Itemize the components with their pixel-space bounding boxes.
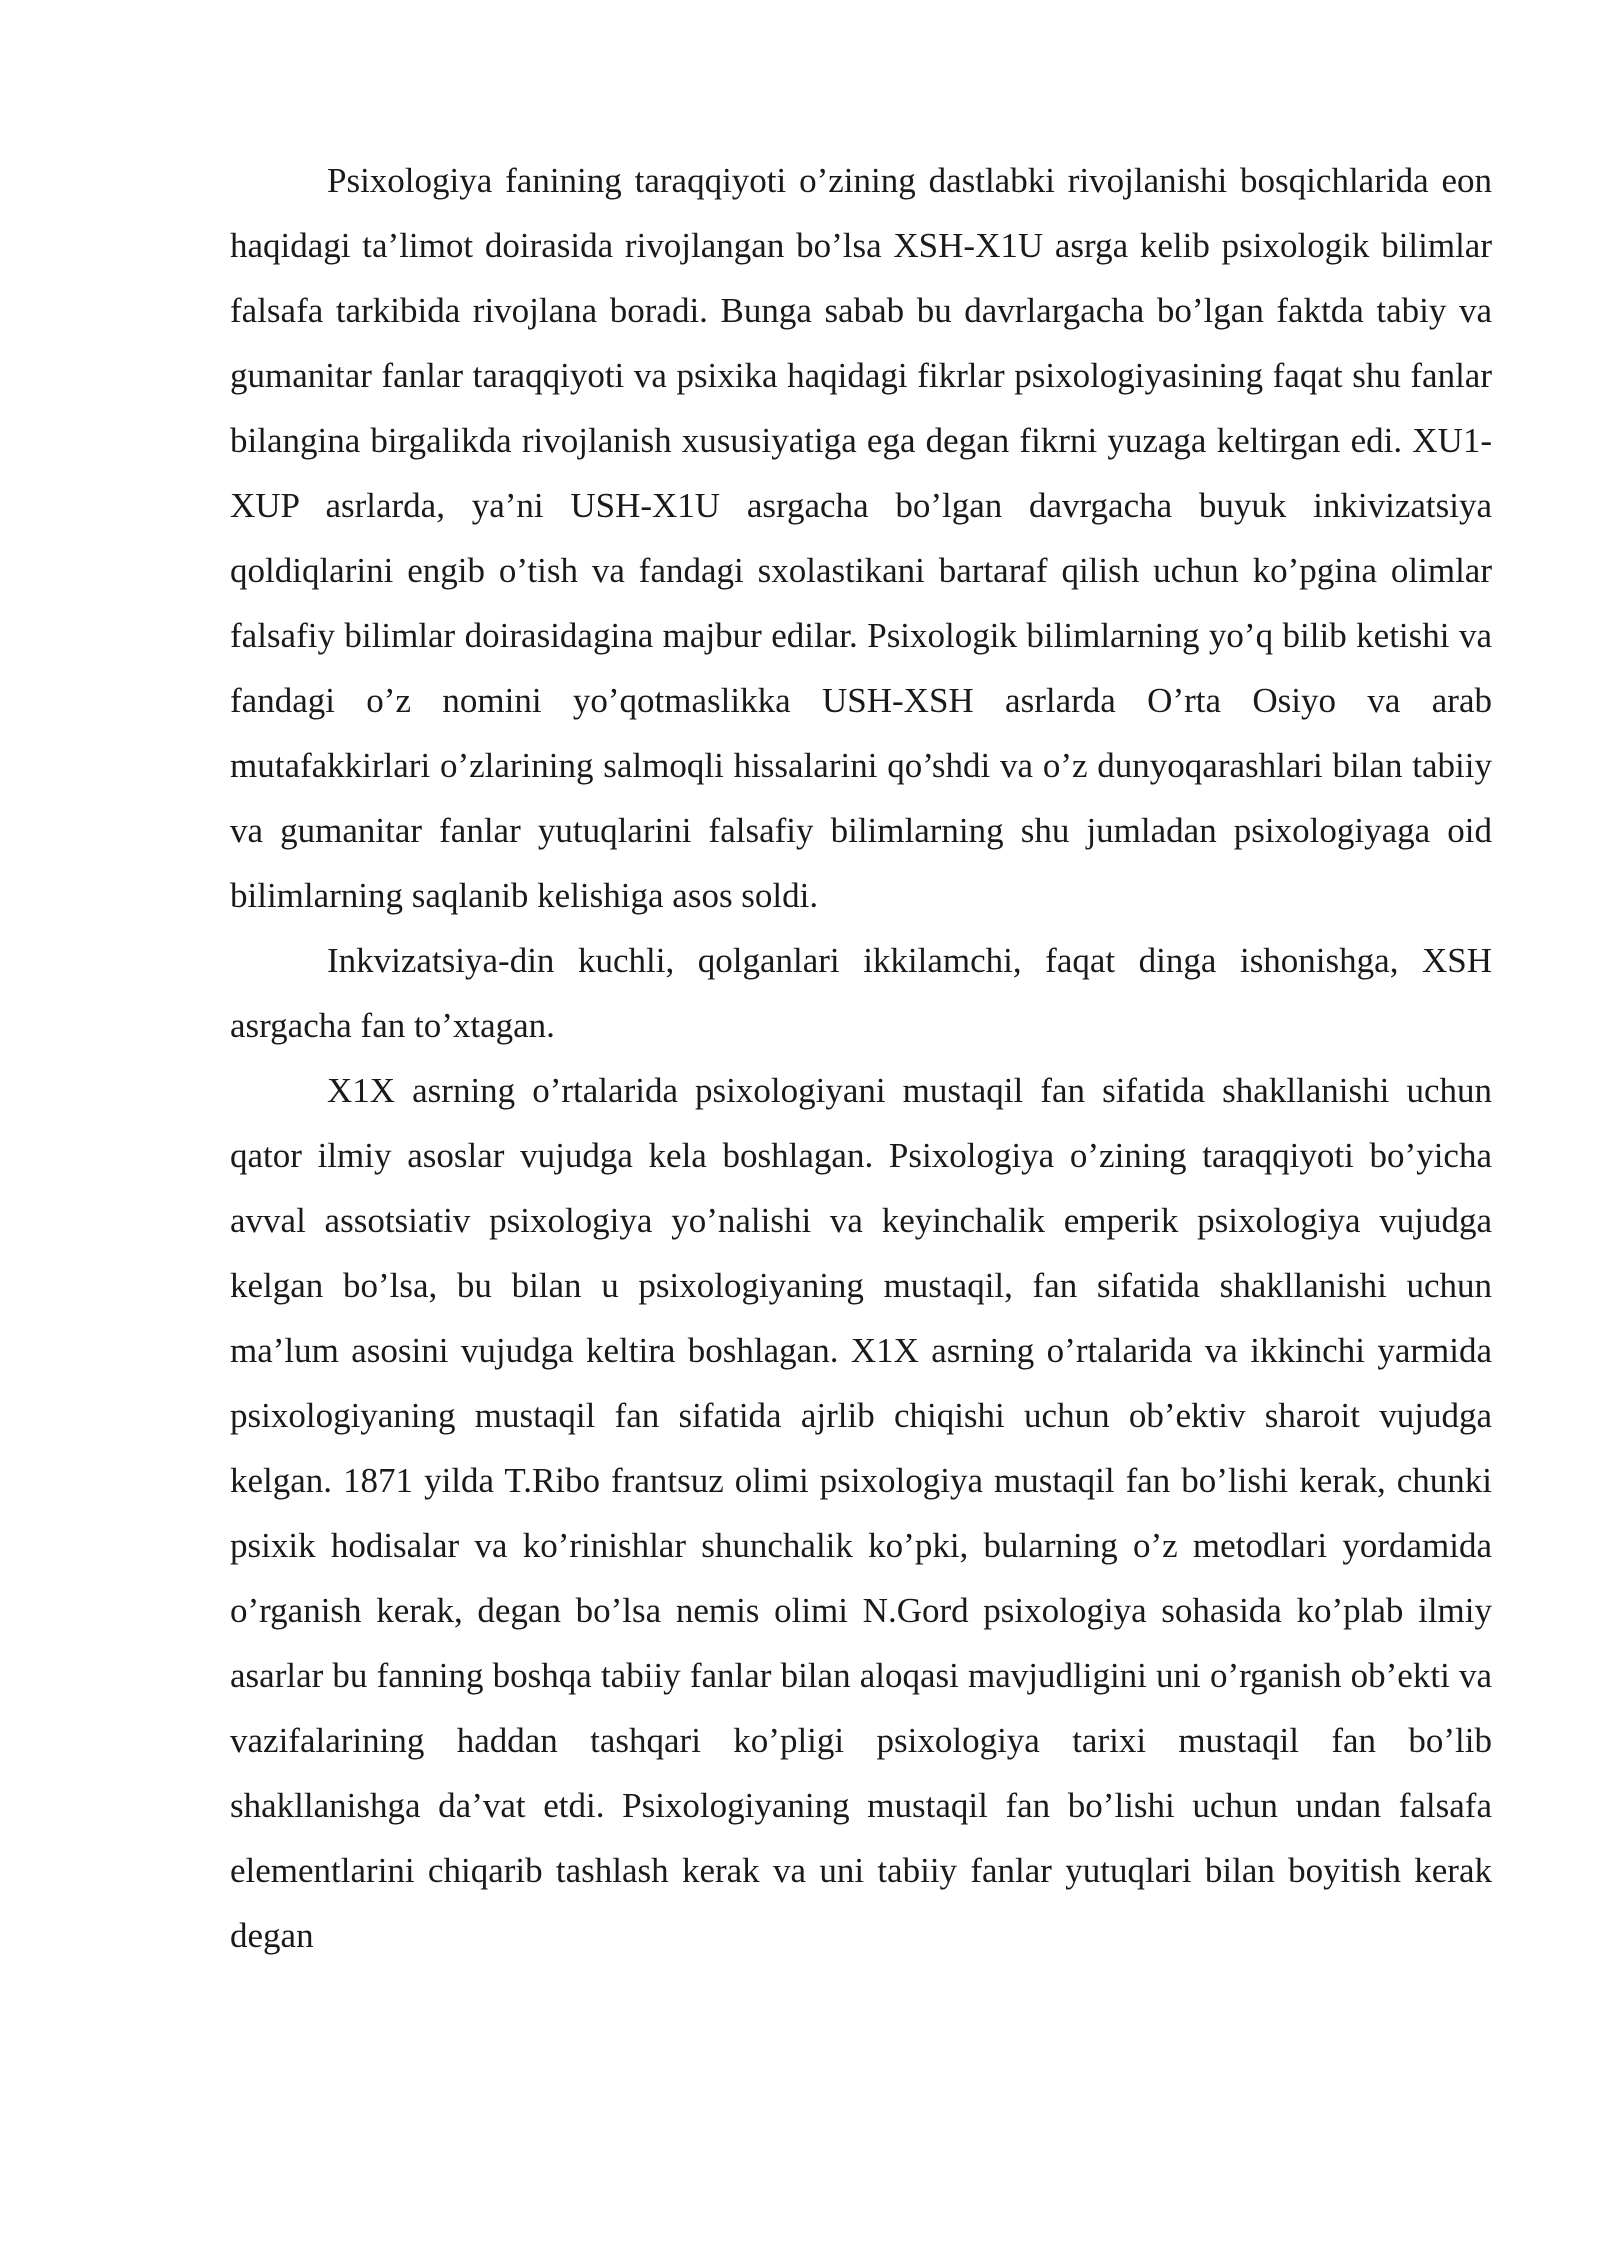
paragraph-inquisition: Inkvizatsiya-din kuchli, qolganlari ikkilamchi, faqat dinga ishonishga, XSH asrgacha fan to’xtagan. — [230, 941, 1492, 1045]
body-text — [230, 148, 1492, 1968]
paragraph-19th-century: X1X asrning o’rtalarida psixologiyani mustaqil fan sifatida shakllanishi uchun qator ilmiy asoslar vujudga kela boshlagan. Psixologiya o’zining taraqqiyoti bo’yicha avval assotsiativ psixologiya yo’nalishi va keyinchalik emperik psixologiya vujudga kelgan bo’lsa, bu bilan u psixologiyaning mustaqil, fan sifatida shakllanishi uchun ma’lum asosini vujudga keltira boshlagan. X1X asrning o’rtalarida va ikkinchi yarmida psixologiyaning mustaqil fan sifatida ajrlib chiqishi uchun ob’ektiv sharoit vujudga kelgan. 1871 yilda T.Ribo frantsuz olimi psixologiya mustaqil fan bo’lishi kerak, chunki psixik hodisalar va ko’rinishlar shunchalik ko’pki, bularning o’z metodlari yordamida o’rganish kerak, degan bo’lsa nemis olimi N.Gord psixologiya sohasida ko’plab ilmiy asarlar bu fanning boshqa tabiiy fanlar bilan aloqasi mavjudligini uni o’rganish ob’ekti va vazifalarining haddan tashqari ko’pligi psixologiya tarixi mustaqil fan bo’lib shakllanishga da’vat etdi. Psixologiyaning mustaqil fan bo’lishi uchun undan falsafa elementlarini chiqarib tashlash kerak va uni tabiiy fanlar yutuqlari bilan boyitish kerak degan — [230, 1071, 1492, 1955]
paragraph-psychology-history: Psixologiya fanining taraqqiyoti o’zining dastlabki rivojlanishi bosqichlarida eon haqidagi ta’limot doirasida rivojlangan bo’lsa XSH-X1U asrga kelib psixologik bilimlar falsafa tarkibida rivojlana boradi. Bunga sabab bu davrlargacha bo’lgan faktda tabiy va gumanitar fanlar taraqqiyoti va psixika haqidagi fikrlar psixologiyasining faqat shu fanlar bilangina birgalikda rivojlanish xususiyatiga ega degan fikrni yuzaga keltirgan edi. XU1-XUP asrlarda, ya’ni USH-X1U asrgacha bo’lgan davrgacha buyuk inkivizatsiya qoldiqlarini engib o’tish va fandagi sxolastikani bartaraf qilish uchun ko’pgina olimlar falsafiy bilimlar doirasidagina majbur edilar. Psixologik bilimlarning yo’q bilib ketishi va fandagi o’z nomini yo’qotmaslikka USH-XSH asrlarda O’rta Osiyo va arab mutafakkirlari o’zlarining salmoqli hissalarini qo’shdi va o’z dunyoqarashlari bilan tabiiy va gumanitar fanlar yutuqlarini falsafiy bilimlarning shu jumladan psixologiyaga oid bilimlarning saqlanib kelishiga asos soldi. — [230, 161, 1492, 915]
